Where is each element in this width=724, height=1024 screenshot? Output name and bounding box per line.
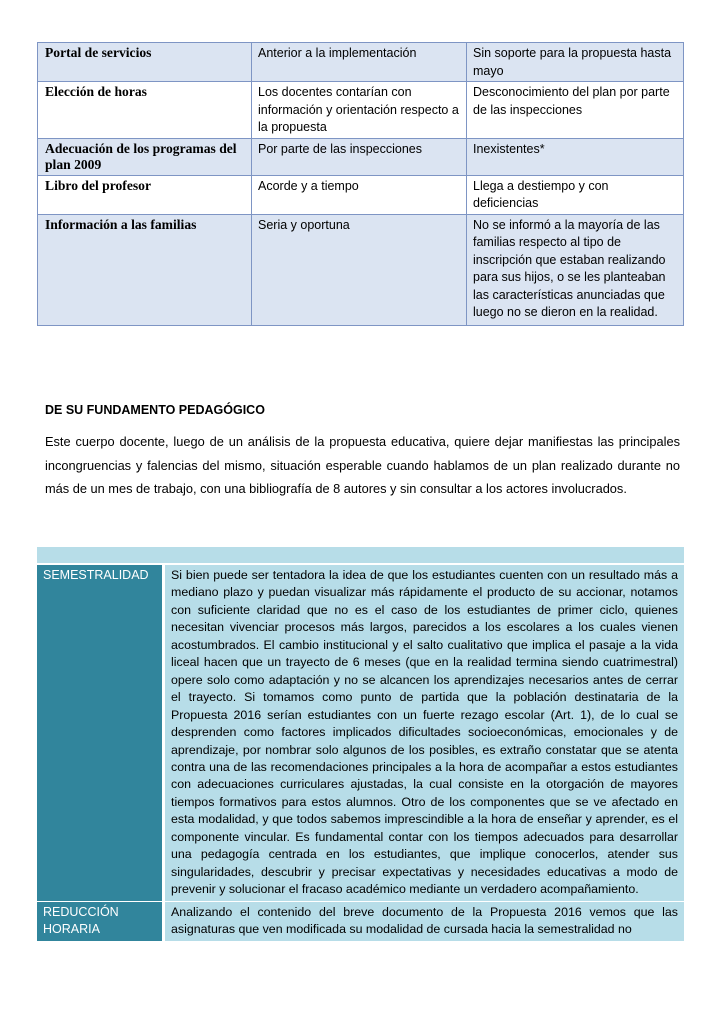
row-label: Información a las familias: [38, 214, 252, 325]
row-label: Portal de servicios: [38, 43, 252, 82]
analysis-table-header-band: [37, 547, 684, 563]
row-label: Libro del profesor: [38, 175, 252, 214]
table-row: [38, 82, 684, 139]
row-text: Si bien puede ser tentadora la idea de que los estudiantes cuenten con un resultado más a mediano plazo y puedan visualizar más rápidamente el producto de su accionar, notamos con suficiente claridad que no es el caso de los estudiantes de primer ciclo, quienes necesitan vivenciar procesos más largos, parecidos a los escolares a los cuales vienen acostumbrados. El cambio institucional y el salto cualitativo que implica el pasaje a la vida liceal hacen que un trayecto de 6 meses (que en la realidad termina siendo cuatrimestral) opere solo como adaptación y no se alcancen los aprendizajes necesarios antes de cerrar el trayecto. Si tomamos como punto de partida que la población destinataria de la Propuesta 2016 serían estudiantes con un fuerte rezago escolar (Art. 1), de lo cual se desprenden como factores implicados dificultades socioeconómicas, emocionales y de aprendizaje, por nombrar solo algunos de los posibles, es extraño constatar que se atenta contra una de las recomendaciones principales a la hora de acompañar a estos estudiantes con adecuaciones curriculares ajustadas, la cual consiste en la otorgación de mayores tiempos formativos para estos alumnos. Otro de los componentes que se ve afectado en esta modalidad, y que todos sabemos imprescindible a la hora de enseñar y aprender, es el componente vincular. Es fundamental contar con los tiempos adecuados para desarrollar una pedagogía centrada en los estudiantes, que implique conocerlos, atender sus singularidades, descubrir y precisar expectativas y necesidades educativas a modo de prevenir y solucionar el fracaso académico mediante un verdadero acompañamiento.: [165, 565, 684, 901]
table-row: [38, 175, 684, 214]
section-heading: DE SU FUNDAMENTO PEDAGÓGICO: [45, 403, 265, 417]
table-row: [38, 214, 684, 325]
cell-actual: Inexistentes*: [467, 138, 684, 175]
table-row: [38, 43, 684, 82]
cell-actual: Llega a destiempo y con deficiencias: [467, 175, 684, 214]
row-label: Elección de horas: [38, 82, 252, 139]
row-text: Analizando el contenido del breve documento de la Propuesta 2016 vemos que las asignaturas que ven modificada su modalidad de cursada hacia la semestralidad no: [165, 902, 684, 941]
table-row: [37, 565, 684, 901]
row-label: REDUCCIÓN HORARIA: [37, 902, 165, 941]
section-paragraph: Este cuerpo docente, luego de un análisis de la propuesta educativa, quiere dejar manifiestas las principales incongruencias y falencias del mismo, situación esperable cuando hablamos de un plan realizado durante no más de un mes de trabajo, con una bibliografía de 8 autores y sin consultar a los actores involucrados.: [45, 434, 680, 497]
cell-expected: Acorde y a tiempo: [252, 175, 467, 214]
cell-actual: Sin soporte para la propuesta hasta mayo: [467, 43, 684, 82]
analysis-table: [37, 564, 684, 942]
table-row: [38, 138, 684, 175]
cell-expected: Por parte de las inspecciones: [252, 138, 467, 175]
cell-expected: Los docentes contarían con información y orientación respecto a la propuesta: [252, 82, 467, 139]
cell-expected: Seria y oportuna: [252, 214, 467, 325]
cell-actual: No se informó a la mayoría de las familias respecto al tipo de inscripción que estaban realizando para sus hijos, o se les planteaban las características anunciadas que luego no se dieron en la realidad.: [467, 214, 684, 325]
row-label: Adecuación de los programas del plan 2009: [38, 138, 252, 175]
row-label: SEMESTRALIDAD: [37, 565, 165, 901]
comparison-table: [37, 42, 684, 326]
cell-actual: Desconocimiento del plan por parte de las inspecciones: [467, 82, 684, 139]
table-row: [37, 902, 684, 941]
cell-expected: Anterior a la implementación: [252, 43, 467, 82]
